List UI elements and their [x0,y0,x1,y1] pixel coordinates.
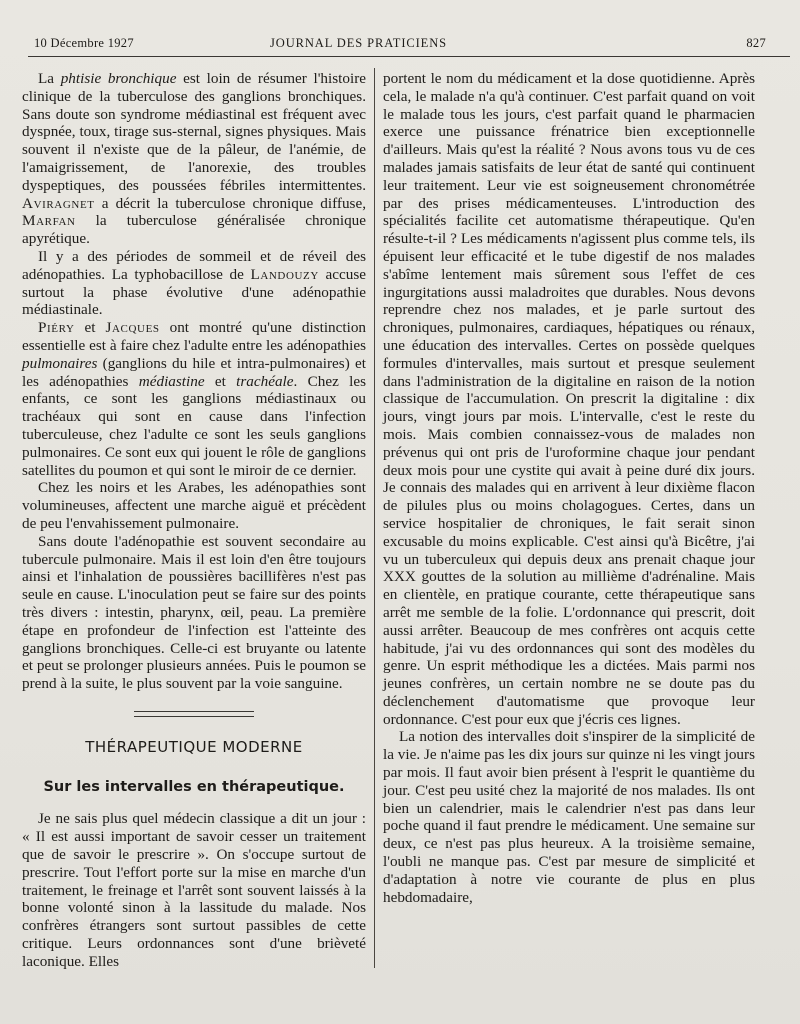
section-title: THÉRAPEUTIQUE MODERNE [85,737,303,756]
text-run: . Chez les enfants, ce sont les ganglions médiastinaux ou trachéaux qui sont en cause dans l'infection tuberculeuse, chez l'adulte ce sont les seuls ganglions pulmonaires. Ce sont eux qui jouent le rôle de ganglions satellites du poumon et qui sont le miroir de ce dernier. [22,372,366,479]
text-run: La [38,70,61,87]
italic-term: trachéale [236,372,294,390]
column-divider [374,68,375,968]
paragraph-notion-intervalles: La notion des intervalles doit s'inspirer de la simplicité de la vie. Je n'aime pas les dix jours sur quinze ni les vingt jours par mois. Il faut avoir bien présent à l'esprit le quantième du jour. C'est peu usité chez la majorité de nos malades. Ils ont bien un calendrier, mais le calendrier n'est pas dans leur poche quand il faut prendre le médicament. Une semaine sur deux, ce n'est pas plus heureux. A la troisième semaine, l'oubli ne manque pas. C'est par mesure de simplicité et d'adaptation à notre vie courante de plus en plus hebdomadaire, [383,728,755,906]
author-name: Landouzy [250,265,319,283]
paragraph-adenopathie: Sans doute l'adénopathie est souvent secondaire au tubercule pulmonaire. Mais il est loin d'en être toujours ainsi et l'inhalation de poussières bacillifères n'est pas seule en cause. L'inoculation peut se faire sur des points très divers : intestin, pharynx, œil, peau. La première étape en profondeur de l'infection est l'atteinte des ganglions bronchiques. Celle-ci est bruyante ou latente et peut se prolonger plusieurs années. Puis le poumon se prend à la suite, le plus souvent par la voie sanguine. [22,532,366,693]
header-rule [28,56,790,57]
page-header [34,36,774,54]
text-run: et [204,372,237,390]
author-name: Jacques [105,319,160,337]
article-title: Sur les intervalles en thérapeutique. [43,778,345,795]
paragraph-phtisie [22,70,366,248]
left-column [22,70,366,971]
author-name: Marfan [22,212,76,230]
italic-term: phtisie bronchique [60,70,177,87]
header-page-number: 827 [746,36,766,50]
author-name: Aviragnet [22,194,95,212]
text-run: (ganglions du hile et intra-pulmonaires) et les adénopathies [22,354,366,390]
header-date: 10 Décembre 1927 [34,36,134,50]
italic-term: pulmonaires [22,354,98,372]
paragraph-continuation: portent le nom du médicament et la dose quotidienne. Après cela, le malade n'a qu'à continuer. C'est parfait quand on voit le malade tous les jours, c'est parfait quand le pharmacien exerce une puissance frénatrice bien exceptionnelle d'ailleurs. Mais qu'est la réalité ? Nous avons tous vu de ces malades jamais satisfaits de leur état de santé qui continuent leur traitement. Leur vie est soigneusement chronométrée par des prises médicamenteuses. L'introduction des spécialités facilite cet automatisme thérapeutique. Qu'en résulte-t-il ? Les médicaments n'agissent plus comme tels, ils épuisent leur efficacité et le tube digestif de nos malades s'abîme lentement mais sûrement sous l'effet de ces ingurgitations aussi maladroites que durables. Nous devons reprendre chez nos malades, et je parle surtout des chroniques, pulmonaires, cardiaques, hépatiques ou rénaux, une éducation des intervalles. Certes on possède quelques formules d'intervalles, mais surtout et presque seulement dans l'administration de la digitaline en raison de la notion classique de l'accumulation. On prescrit la digitaline : dix jours, vingt jours par mois. L'intervalle, c'est le reste du mois. Mais combien connaissez-vous de malades non prévenus qui ont pris de l'uroformine chaque jour pendant deux mois pour une cystite qui avait à peine duré dix jours. Je connais des malades qui en arrivent à leur dixième flacon de pilules plus ou moins cholagogues. Certes, dans un service hospitalier de chroniques, le fait serait sinon excusable du moins explicable. C'est ainsi qu'à Bicêtre, j'ai vu un tuberculeux qui depuis deux ans prenait chaque jour XXX gouttes de la solution au millième d'adrénaline. Mais en clientèle, en pratique courante, cette thérapeutique sans arrêt me semble de la folie. L'ordonnance qui prescrit, doit aussi arrêter. Beaucoup de mes confrères ont acquis cette habitude, j'ai vu des ordonnances qui sont des modèles du genre. Un esprit méthodique les a dictées. Mais parmi nos jeunes confrères, un certain nombre ne se doute pas du déclenchement d'automatisme que provoque leur ordonnance. C'est pour eux que j'écris ces lignes. [383,70,755,728]
header-journal-title: JOURNAL DES PRATICIENS [270,36,447,50]
text-run: a décrit la tuberculose chronique diffuse, [94,194,366,212]
paragraph-noirs-arabes: Chez les noirs et les Arabes, les adénopathies sont volumineuses, affectent une marche aiguë et précèdent de peu l'envahissement pulmonaire. [22,479,366,532]
section-ornament-rule [134,711,254,717]
text-run: ont montré qu'une distinction essentielle est à faire chez l'adulte entre les adénopathies [22,319,367,354]
paragraph-piery-jacques [22,319,366,479]
text-run: est loin de résumer l'histoire clinique de la tuberculose des ganglions bronchiques. Sans doute son syndrome médiastinal est fréquent avec dyspnée, toux, tirage sus-sternal, signes physiques. Mais souvent il n'existe que de la pâleur, de l'anémie, de l'amaigrissement, de l'anorexie, des troubles dyspeptiques, des poussées fébriles intermittentes. [22,70,366,194]
right-column [383,70,755,906]
text-run: accuse surtout la phase évolutive d'une adénopathie médiastinale. [22,265,366,319]
paragraph-intervalles-intro: Je ne sais plus quel médecin classique a dit un jour : « Il est aussi important de savoir cesser un traitement que de savoir le prescrire ». On s'occupe surtout de prescrire. Tout l'effort porte sur la mise en marche d'un traitement, le freinage et l'arrêt sont souvent laissés à la bonne volonté sinon à la lassitude du malade. Nos confrères étrangers sont surtout passibles de cette critique. Leurs ordonnances sont d'une brièveté laconique. Elles [22,810,366,970]
italic-term: médiastine [138,372,205,390]
text-run: Il y a des périodes de sommeil et de réveil des adénopathies. La typhobacillose de [22,247,366,283]
paragraph-periodes [22,248,366,319]
text-run: la tuberculose généralisée chronique apyrétique. [22,212,366,248]
author-name: Piéry [38,319,75,337]
text-run: et [74,319,106,337]
